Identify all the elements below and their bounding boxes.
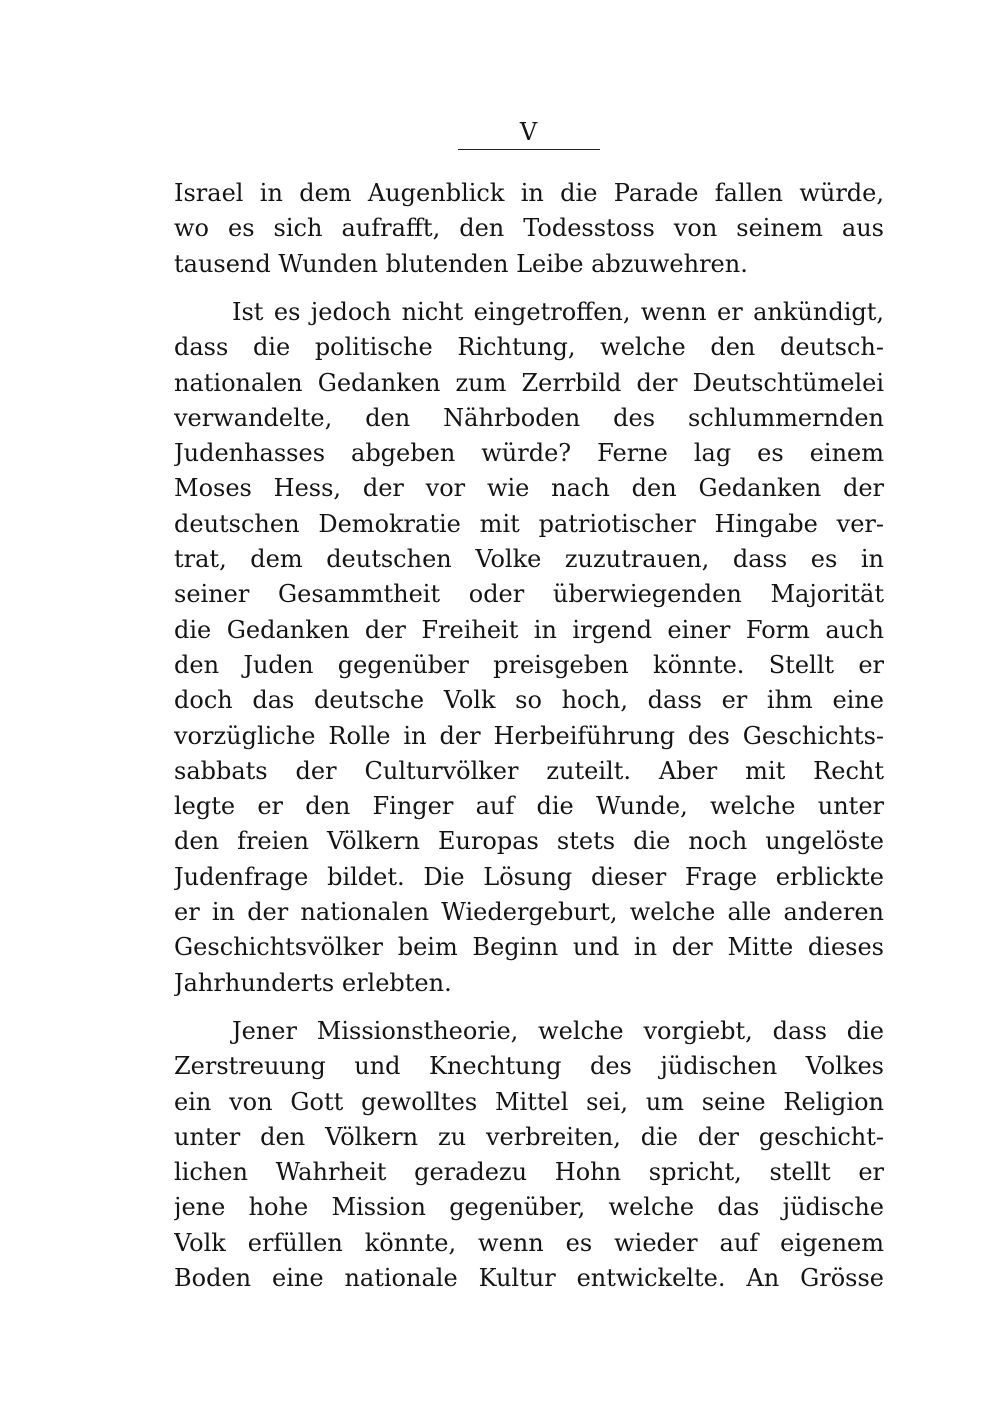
- paragraph-1: [174, 176, 884, 282]
- text-line: jene hohe Mission gegenüber, welche das jüdische: [174, 1193, 884, 1222]
- paragraph-3: [174, 1014, 884, 1296]
- text-line: Moses Hess, der vor wie nach den Gedanken der: [174, 474, 884, 503]
- text-line: Jahrhunderts erlebten.: [174, 968, 452, 997]
- text-line: Boden eine nationale Kultur entwickelte. An Grösse: [174, 1264, 884, 1293]
- text-line: Judenfrage bildet. Die Lösung dieser Frage erblickte: [174, 862, 884, 891]
- text-line: lichen Wahrheit geradezu Hohn spricht, stellt er: [174, 1158, 884, 1187]
- text-line: Zerstreuung und Knechtung des jüdischen Volkes: [174, 1052, 884, 1081]
- text-line: verwandelte, den Nährboden des schlummernden: [174, 403, 884, 432]
- text-line: dass die politische Richtung, welche den deutsch-: [174, 333, 884, 362]
- text-line: den freien Völkern Europas stets die noch ungelöste: [174, 827, 884, 856]
- text-line: deutschen Demokratie mit patriotischer Hingabe ver-: [174, 509, 884, 538]
- text-line: seiner Gesammtheit oder überwiegenden Majorität: [174, 580, 884, 609]
- text-line: Ist es jedoch nicht eingetroffen, wenn er ankündigt,: [232, 298, 884, 326]
- text-line: sabbats der Culturvölker zuteilt. Aber mit Recht: [174, 756, 884, 785]
- text-line: wo es sich aufrafft, den Todesstoss von seinem aus: [174, 214, 884, 243]
- text-line: Israel in dem Augenblick in die Parade fallen würde,: [174, 179, 884, 207]
- paragraph-2: [174, 295, 884, 1001]
- text-line: die Gedanken der Freiheit in irgend einer Form auch: [174, 615, 884, 644]
- text-line: legte er den Finger auf die Wunde, welche unter: [174, 792, 884, 821]
- text-line: Judenhasses abgeben würde? Ferne lag es einem: [174, 439, 884, 468]
- text-line: doch das deutsche Volk so hoch, dass er ihm eine: [174, 686, 884, 715]
- text-line: trat, dem deutschen Volke zuzutrauen, dass es in: [174, 545, 884, 574]
- page-number: V: [519, 118, 539, 146]
- text-line: Jener Missionstheorie, welche vorgiebt, dass die: [232, 1017, 884, 1045]
- header-rule: [458, 149, 600, 150]
- text-line: unter den Völkern zu verbreiten, die der geschicht-: [174, 1122, 884, 1151]
- text-line: Geschichtsvölker beim Beginn und in der Mitte dieses: [174, 933, 884, 962]
- text-line: nationalen Gedanken zum Zerrbild der Deutschtümelei: [174, 368, 884, 397]
- text-line: den Juden gegenüber preisgeben könnte. Stellt er: [174, 650, 884, 679]
- text-line: vorzügliche Rolle in der Herbeiführung des Geschichts-: [174, 721, 884, 750]
- text-line: er in der nationalen Wiedergeburt, welche alle anderen: [174, 898, 884, 927]
- text-line: tausend Wunden blutenden Leibe abzuwehren.: [174, 249, 748, 278]
- text-line: Volk erfüllen könnte, wenn es wieder auf eigenem: [174, 1228, 884, 1257]
- text-line: ein von Gott gewolltes Mittel sei, um seine Religion: [174, 1087, 884, 1116]
